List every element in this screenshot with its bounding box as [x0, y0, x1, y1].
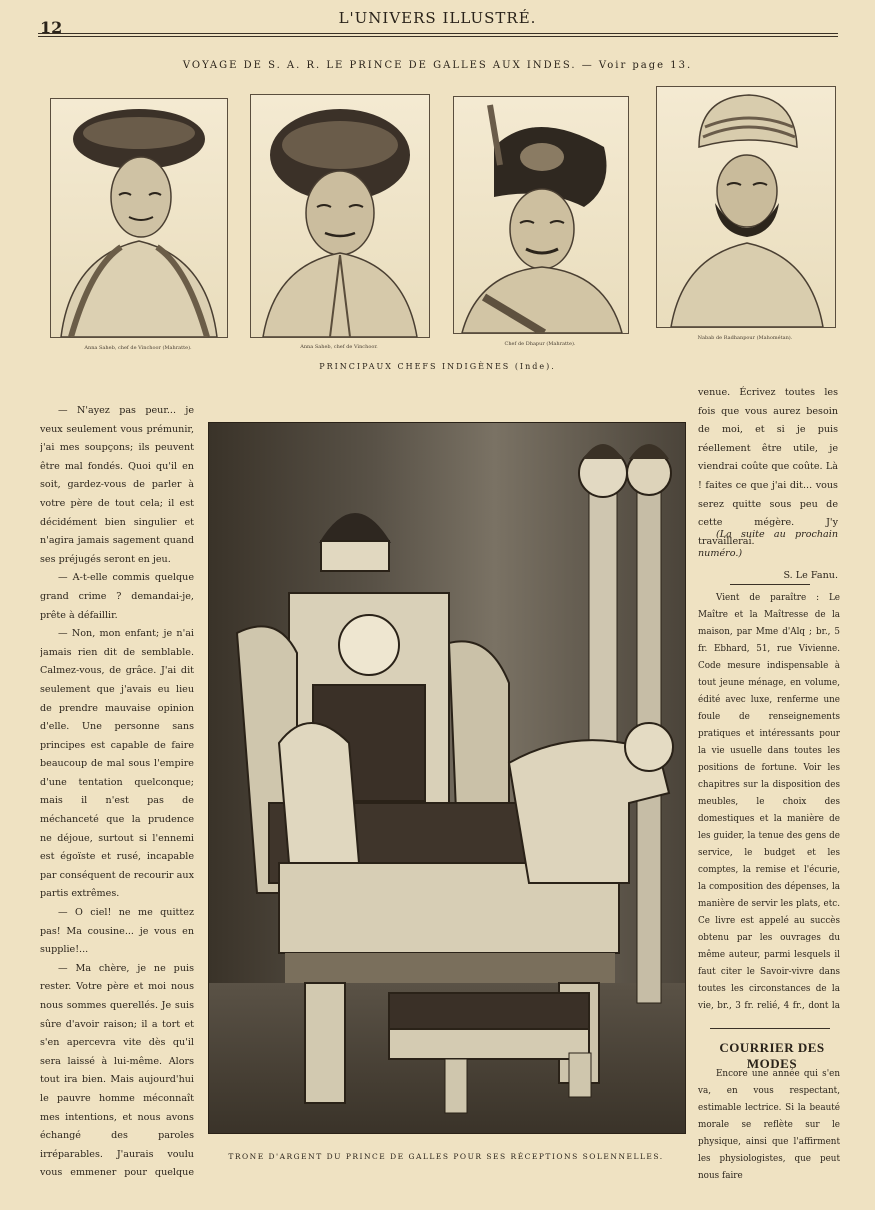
header-rule — [38, 33, 838, 34]
portrait-2-engraving — [251, 95, 429, 337]
portrait-3-caption: Chef de Dhapur (Mahratte). — [504, 341, 576, 347]
throne-caption: TRONE D'ARGENT DU PRINCE DE GALLES POUR SES RÉCEPTIONS SOLENNELLES. — [228, 1152, 664, 1161]
portrait-3 — [453, 96, 629, 334]
left-paragraph-2: — A-t-elle commis quelque grand crime ? demandai-je, prête à défaillir. — [40, 572, 194, 621]
article-subtitle: VOYAGE DE S. A. R. LE PRINCE DE GALLES AUX INDES. — Voir page 13. — [182, 60, 693, 71]
left-paragraph-4: — O ciel! ne me quittez pas! Ma cousine... je vous en supplie!... — [40, 907, 194, 956]
throne-engraving — [209, 423, 685, 1133]
portrait-1-engraving — [51, 99, 227, 337]
left-column — [40, 402, 194, 1182]
portrait-4-engraving — [657, 87, 835, 327]
section-rule — [710, 1028, 830, 1029]
header-rule-double — [38, 36, 838, 37]
portrait-4 — [656, 86, 836, 328]
portrait-4-caption: Nabab de Radhanpour (Mahométan). — [697, 335, 793, 341]
fashion-text: Encore une année qui s'en va, en vous respectant, estimable lectrice. Si la beauté morale se reflète sur le physique, ainsi que l'affirment les physiologistes, que peut nous faire — [698, 1069, 840, 1181]
portrait-2 — [250, 94, 430, 338]
portraits-group-caption: PRINCIPAUX CHEFS INDIGÈNES (Inde). — [319, 362, 556, 371]
portrait-3-engraving — [454, 97, 628, 333]
portrait-2-caption: Anna Saheb, chef de Vinchoor. — [300, 344, 378, 350]
book-notice — [698, 590, 840, 1014]
left-paragraph-5: — Ma chère, je ne puis rester. Votre père et moi nous nous sommes querellés. Je suis sûre d'avoir raison; il a tort et s'en apercevra vite dès qu'il sera laissé à lui-même. Alors tout ira bien. Mais aujourd'hui le pauvre homme méconnaît mes intentions, et nous avons échangé des paroles irréparables. J'aurais voulu vous emmener pour quelque — [40, 962, 194, 1179]
book-notice-text: Vient de paraître : Le Maître et la Maîtresse de la maison, par Mme d'Alq ; br., 5 fr. Ebhard, 51, rue Vivienne. Code mesure indispensable à tout jeune ménage, en volume, édité avec luxe, renferme une foule de renseignements pratiques et intéressants pour la vie usuelle dans toutes les positions de fortune. Voir les chapitres sur la disposition des meubles, le choix des domestiques et la manière de les guider, la tenue des gens de service, le budget et les comptes, la remise et l'écurie, la composition des dépenses, la manière de servir les plats, etc. Ce livre est appelé au succès obtenu par les ouvrages du même auteur, parmi lesquels il faut citer le Savoir-vivre dans toutes les circonstances de la vie, br., 3 fr. relié, 4 fr., dont la — [698, 593, 840, 1011]
to-be-continued: (La suite au prochain numéro.) — [698, 529, 838, 559]
section-title: COURRIER DES MODES — [719, 1040, 825, 1071]
masthead: L'UNIVERS ILLUSTRÉ. — [338, 9, 537, 27]
portrait-1-caption: Anna Saheb, chef de Vinchoor (Mahratte). — [84, 345, 192, 351]
page-number: 12 — [40, 18, 63, 37]
throne-illustration — [208, 422, 686, 1134]
right-column-footer — [698, 526, 838, 586]
separator-rule — [730, 584, 810, 585]
right-story-paragraph: venue. Écrivez toutes les fois que vous aurez besoin de moi, et si je puis réellement être utile, je viendrai coûte que coûte. Là ! faites ce que j'ai dit... vous serez quitte sous peu de cette mégère. J'y travaillerai. — [698, 387, 838, 547]
left-paragraph-3: — Non, mon enfant; je n'ai jamais rien dit de semblable. Calmez-vous, de grâce. J'ai dit seulement que j'avais eu lieu de prendre mauvaise opinion d'elle. Une personne sans principes est capable de faire beaucoup de mal sous l'empire d'une tentation quelconque; mais il n'est pas de méchanceté que la prudence ne déjoue, surtout si l'ennemi est égoïste et rusé, incapable par conséquent de recourir aux partis extrêmes. — [40, 628, 194, 900]
fashion-column — [698, 1066, 840, 1186]
left-paragraph-1: — N'ayez pas peur... je veux seulement vous prémunir, j'ai mes soupçons; ils peuvent être mal fondés. Quoi qu'il en soit, gardez-vous de parler à votre père de tout cela; il est décidément bien singulier et n'agira jamais sagement quand ses préjugés seront en jeu. — [40, 405, 194, 565]
portrait-1 — [50, 98, 228, 338]
author-signature: S. Le Fanu. — [783, 570, 838, 582]
